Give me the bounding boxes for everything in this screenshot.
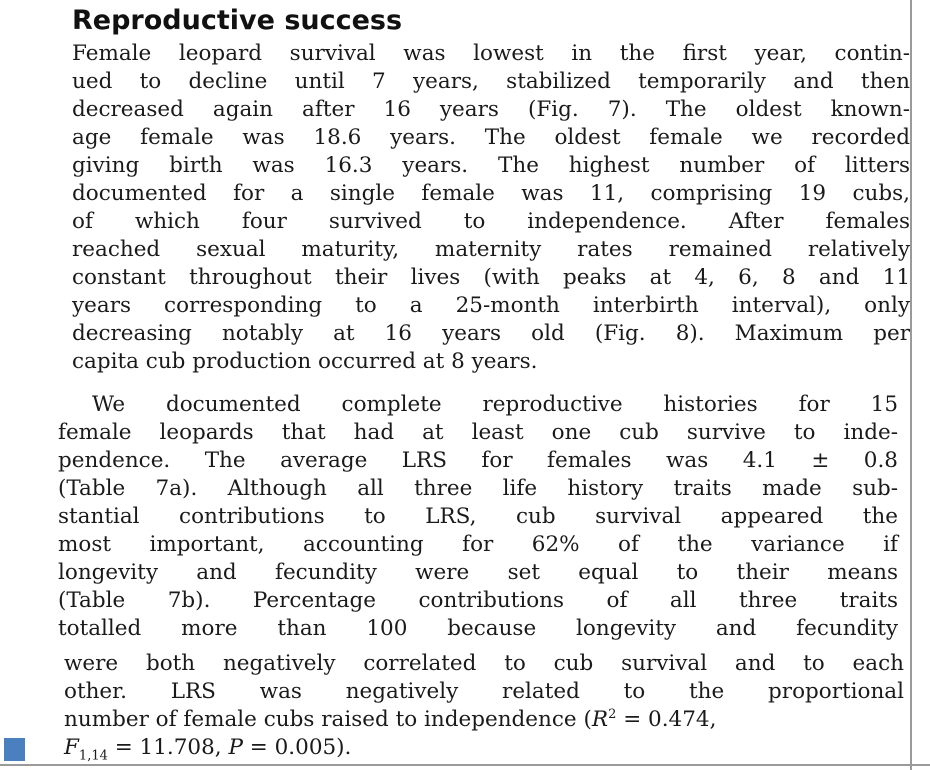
text-line-with-stats <box>64 706 716 734</box>
text-line: female leopards that had at least one cub survive to inde- <box>58 420 898 445</box>
f-subscript: 1,14 <box>78 748 108 764</box>
text-line: most important, accounting for 62% of the variance if <box>58 532 898 557</box>
text-line: capita cub production occurred at 8 years. <box>72 349 538 374</box>
text-line: (Table 7b). Percentage contributions of all three traits <box>58 588 898 613</box>
r-superscript: 2 <box>608 706 617 722</box>
bottom-divider <box>0 764 930 766</box>
r-value: = 0.474, <box>616 707 717 732</box>
text-line: constant throughout their lives (with peaks at 4, 6, 8 and 11 <box>72 265 910 290</box>
f-symbol: F <box>64 735 79 760</box>
text-line: years corresponding to a 25-month interbirth interval), only <box>72 293 910 318</box>
r-symbol: R <box>591 707 609 732</box>
slide-marker-square <box>4 738 25 761</box>
text-line: We documented complete reproductive histories for 15 <box>92 392 898 417</box>
text-line: reached sexual maturity, maternity rates remained relatively <box>72 237 910 262</box>
text-line: giving birth was 16.3 years. The highest number of litters <box>72 153 910 178</box>
right-divider <box>910 0 912 770</box>
text-line: pendence. The average LRS for females was 4.1 ± 0.8 <box>58 448 898 473</box>
text-line: other. LRS was negatively related to the proportional <box>64 679 904 704</box>
p-symbol: P <box>228 735 243 760</box>
f-value: = 11.708, <box>107 735 229 760</box>
text-line: were both negatively correlated to cub survival and to each <box>64 651 904 676</box>
text-line: (Table 7a). Although all three life history traits made sub- <box>58 476 898 501</box>
text-line: ued to decline until 7 years, stabilized temporarily and then <box>72 69 910 94</box>
text-line: decreasing notably at 16 years old (Fig. 8). Maximum per <box>72 321 910 346</box>
p-value: = 0.005). <box>242 735 352 760</box>
text-line: longevity and fecundity were set equal to their means <box>58 560 898 585</box>
text-line: Female leopard survival was lowest in the first year, contin- <box>72 41 910 66</box>
text-line: of which four survived to independence. After females <box>72 209 910 234</box>
text-line: decreased again after 16 years (Fig. 7). The oldest known- <box>72 97 910 122</box>
text-line-start: number of female cubs raised to independence ( <box>64 707 592 732</box>
text-line: stantial contributions to LRS, cub survival appeared the <box>58 504 898 529</box>
section-heading: Reproductive success <box>72 5 403 36</box>
text-line: totalled more than 100 because longevity and fecundity <box>58 616 898 641</box>
text-line: documented for a single female was 11, comprising 19 cubs, <box>72 181 910 206</box>
text-line: age female was 18.6 years. The oldest female we recorded <box>72 125 910 150</box>
stats-line <box>64 734 351 762</box>
